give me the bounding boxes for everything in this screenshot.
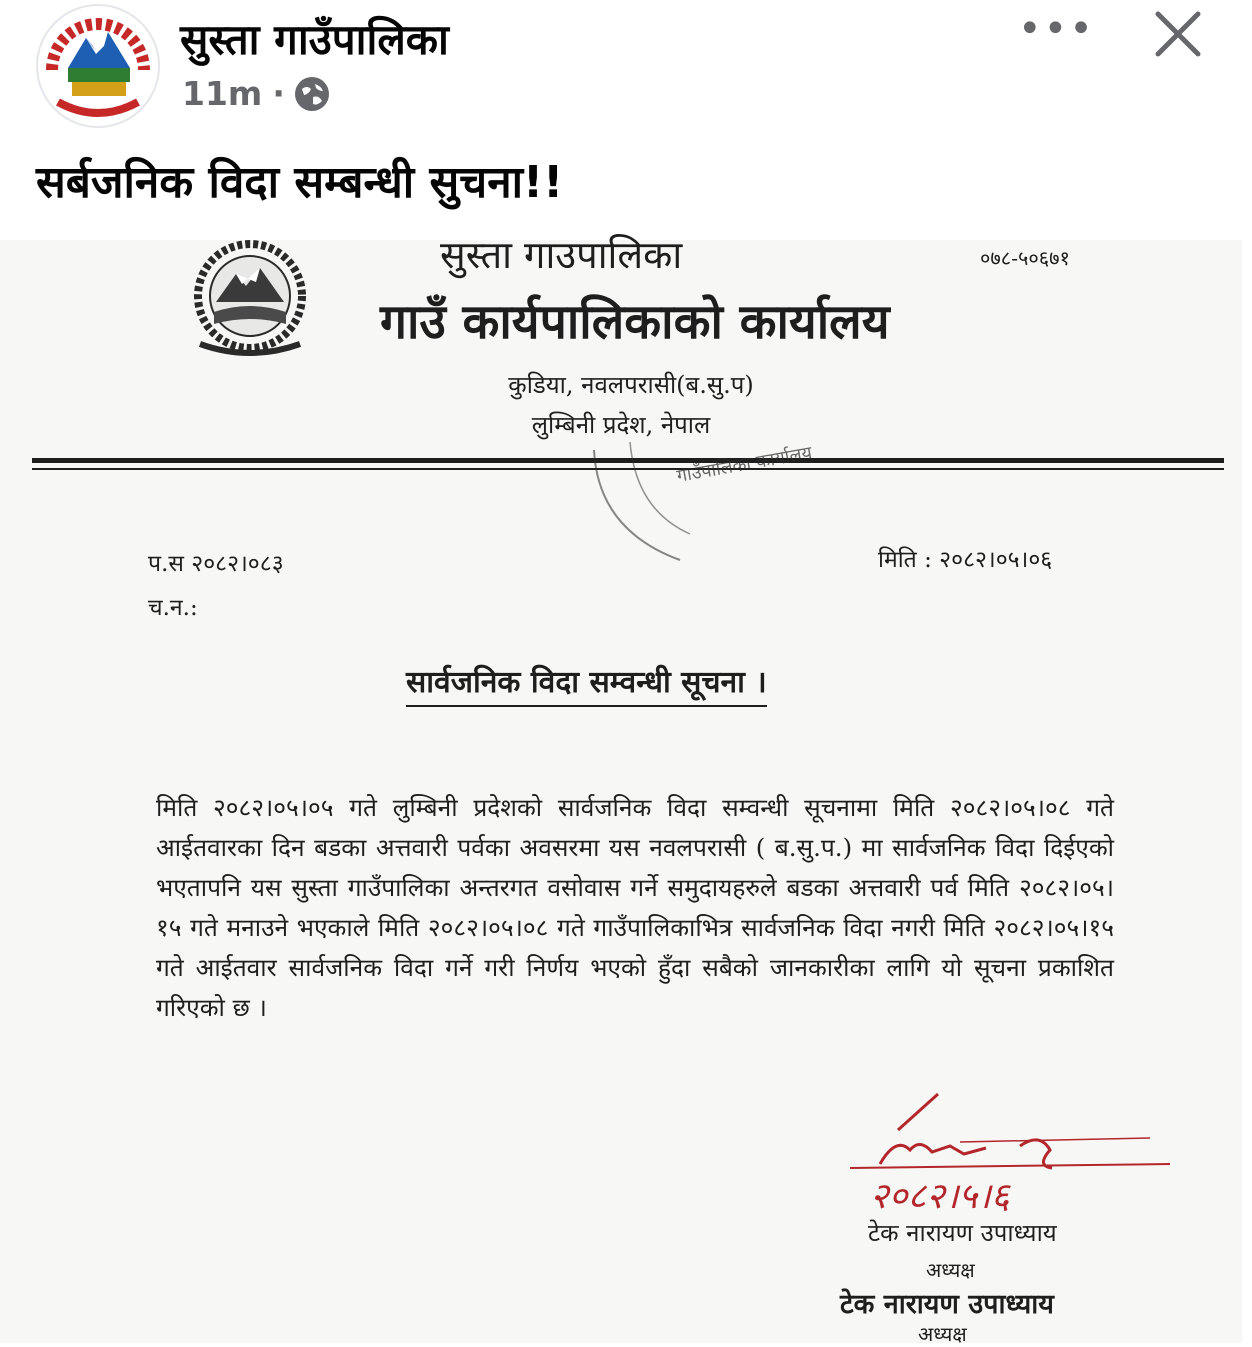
org-name: सुस्ता गाउपालिका (440, 233, 683, 277)
signature-date: २०८२।५।६ (870, 1176, 1010, 1217)
page-name[interactable]: सुस्ता गाउँपालिका (180, 15, 449, 64)
more-options-icon[interactable]: ••• (1018, 6, 1095, 52)
nepal-emblem-icon (170, 240, 330, 360)
post-time[interactable]: 11m (182, 74, 263, 113)
post-meta (182, 74, 329, 113)
page-avatar[interactable] (36, 4, 160, 128)
signer-name: टेक नारायण उपाध्याय (868, 1219, 1057, 1247)
post-caption: सर्बजनिक विदा सम्बन्धी सुचना!! (36, 157, 564, 208)
post-header (0, 0, 1242, 240)
stamp-signer-role: अध्यक्ष (918, 1322, 967, 1346)
close-icon[interactable] (1148, 4, 1208, 64)
address-line-1: कुडिया, नवलपरासी(ब.सु.प) (508, 371, 754, 399)
letter-date: मिति : २०८२।०५।०६ (878, 547, 1053, 573)
address-line-2: लुम्बिनी प्रदेश, नेपाल (531, 411, 711, 439)
meta-separator: · (272, 74, 285, 113)
office-title: गाउँ कार्यपालिकाको कार्यालय (380, 294, 890, 350)
stamp-text: गाउँपालिका कार्यालय (675, 442, 814, 487)
notice-body: मिति २०८२।०५।०५ गते लुम्बिनी प्रदेशको सार्वजनिक विदा सम्वन्धी सूचनामा मिति २०८२।०५।०८ गते आईतवारका दिन बडका अत्तवारी पर्वका अवसरमा यस नवलपरासी ( ब.सु.प.) मा सार्वजनिक विदा दिईएको भएतापनि यस सुस्ता गाउँपालिका अन्तरगत वसोवास गर्ने समुदायहरुले बडका अत्तवारी पर्व मिति २०८२।०५।१५ गते मनाउने भएकाले मिति २०८२।०५।०८ गते गाउँपालिकाभित्र सार्वजनिक विदा नगरी मिति २०८२।०५।१५ गते आईतवार सार्वजनिक विदा गर्ने गरी निर्णय भएको हुँदा सबैको जानकारीका लागि यो सूचना प्रकाशित गरिएको छ । (156, 793, 1114, 1022)
dispatch-number: च.न.: (148, 595, 198, 621)
doc-code: ०७८-५०६७१ (980, 246, 1070, 270)
reference-number: प.स २०८२।०८३ (148, 551, 284, 577)
municipality-logo-icon (38, 6, 158, 126)
notice-image[interactable] (0, 233, 1242, 1346)
notice-subject: सार्वजनिक विदा सम्वन्धी सूचना । (406, 660, 767, 707)
signature-icon (840, 1090, 1180, 1230)
globe-icon (295, 77, 329, 111)
stamp-signer-name: टेक नारायण उपाध्याय (840, 1289, 1054, 1320)
signer-role: अध्यक्ष (926, 1258, 975, 1282)
office-stamp-icon (570, 430, 814, 580)
